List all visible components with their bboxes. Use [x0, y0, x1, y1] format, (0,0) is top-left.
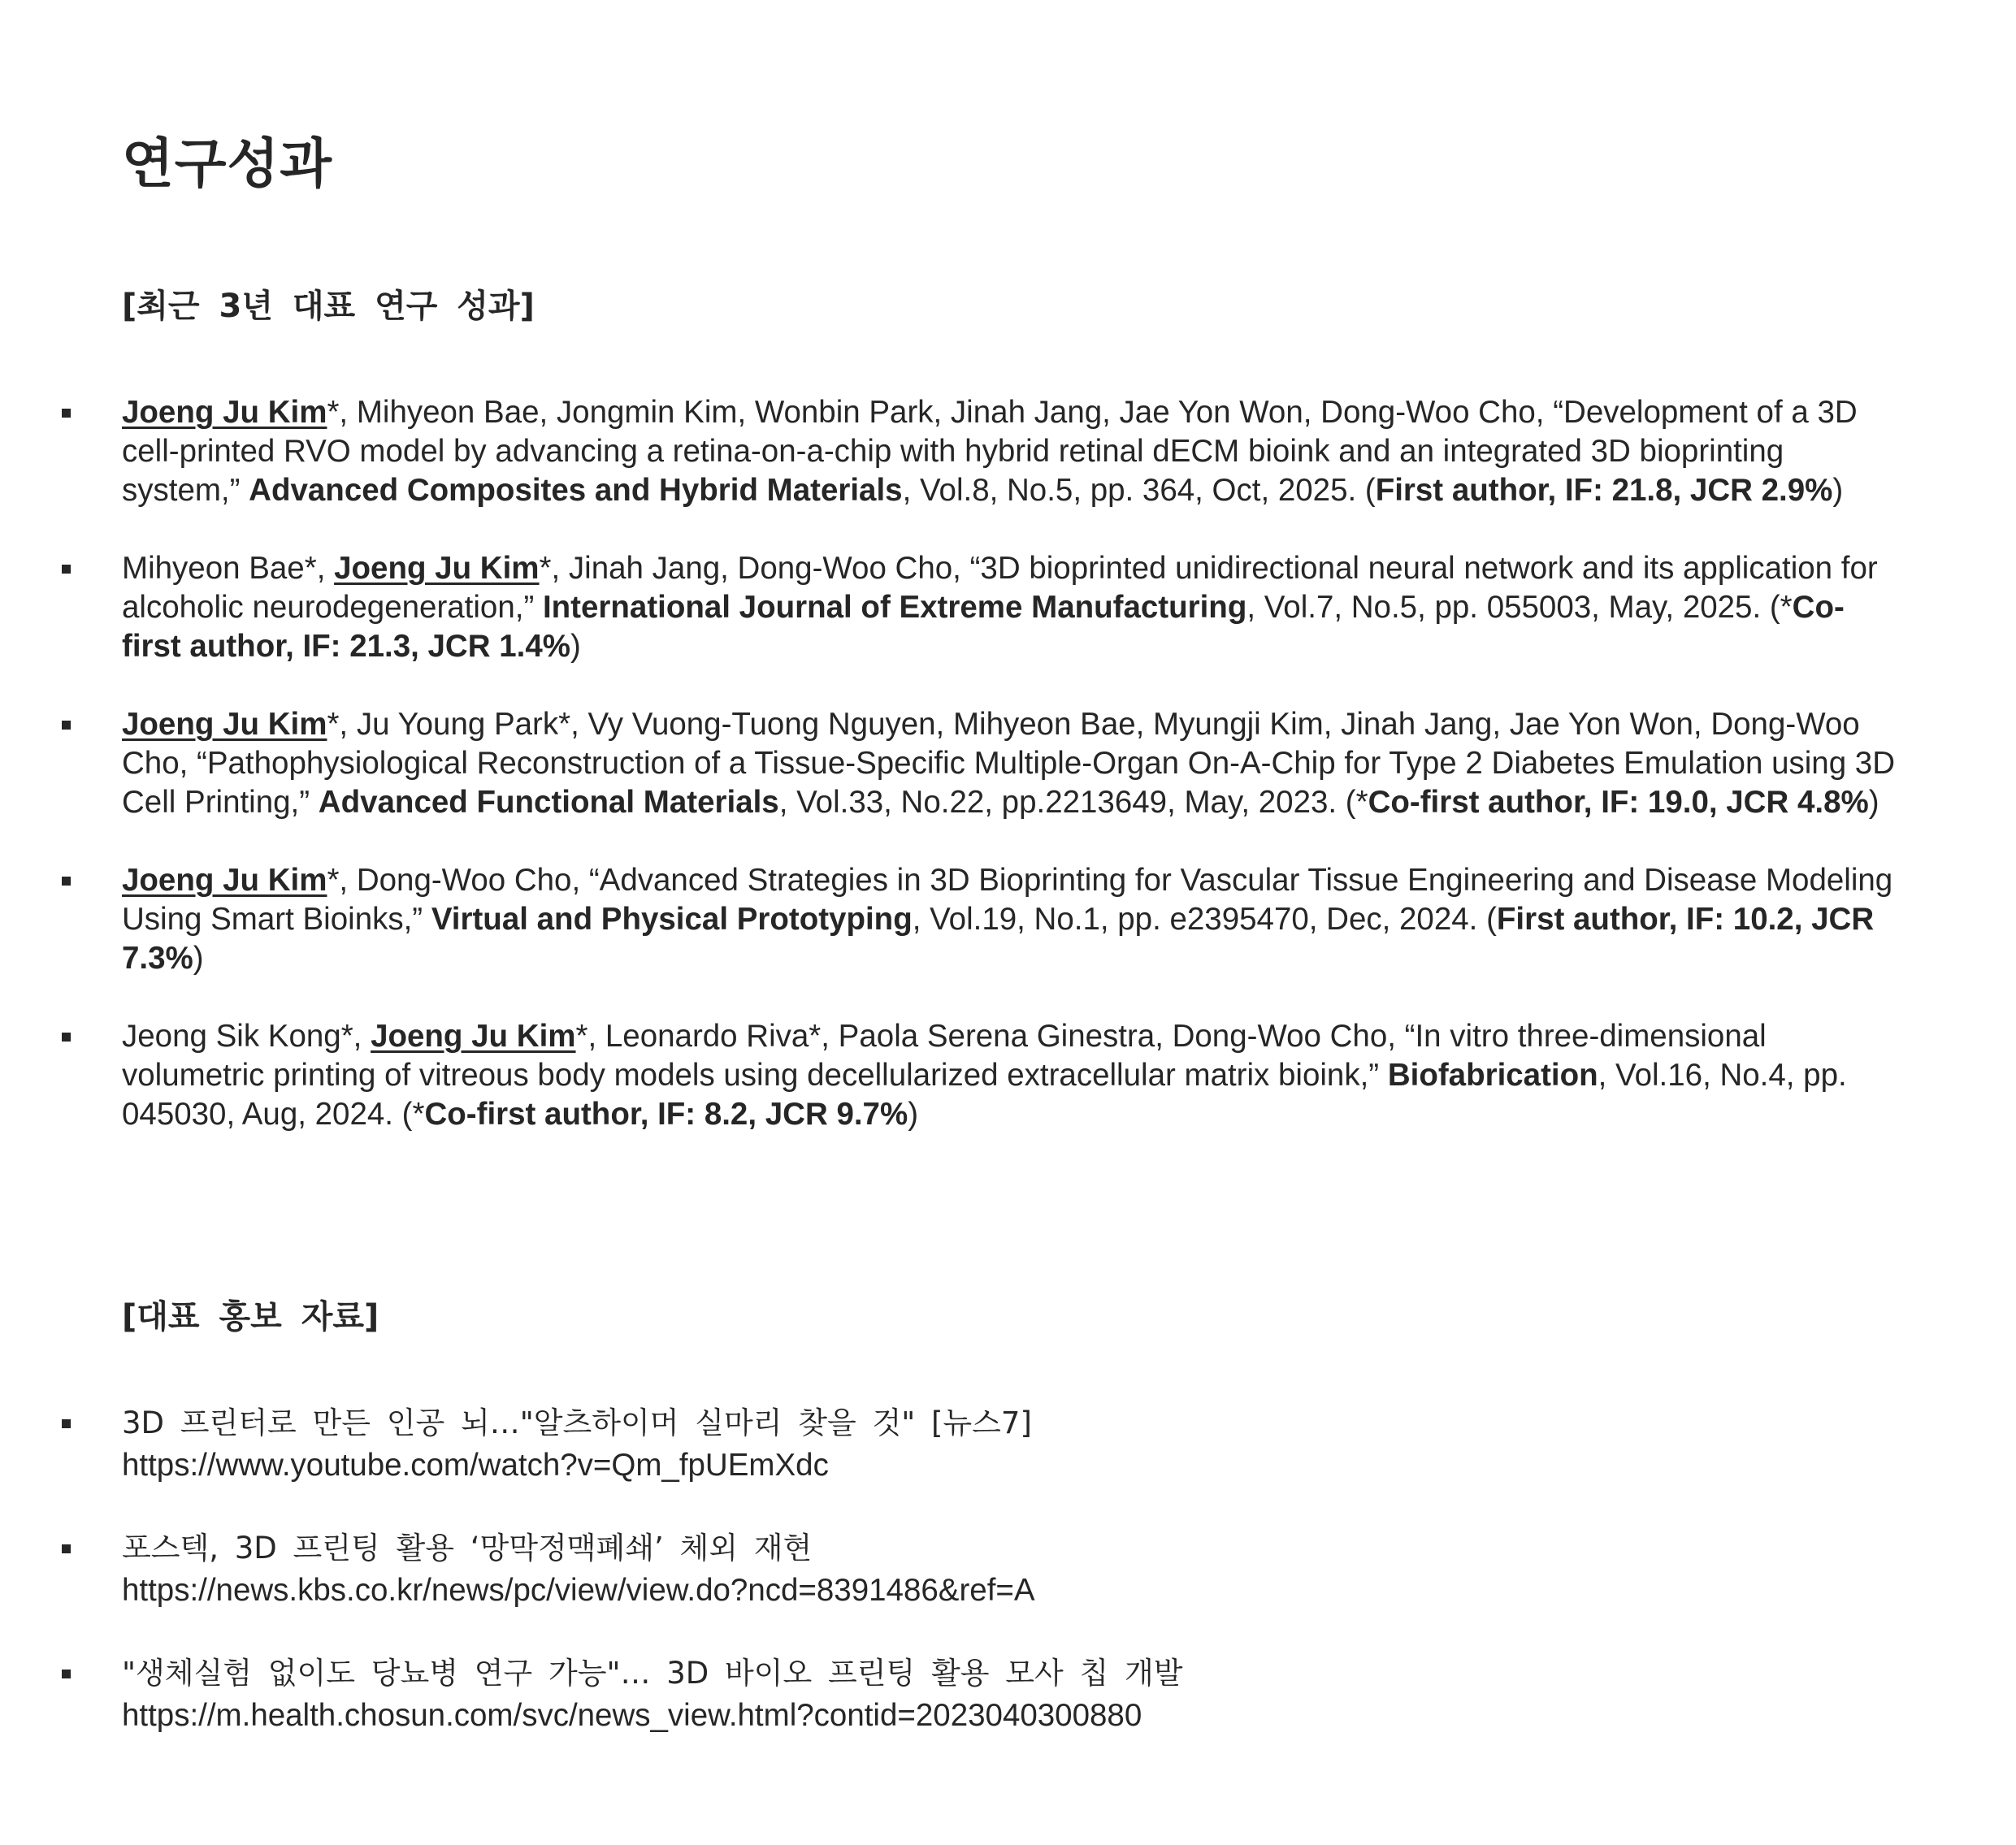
journal-name: Advanced Composites and Hybrid Materials [249, 473, 903, 508]
promo-link[interactable]: https://m.health.chosun.com/svc/news_view.html?contid=2023040300880 [122, 1698, 1142, 1733]
square-bullet-icon [62, 1033, 71, 1042]
publication-close: ) [1832, 473, 1844, 508]
publication-item [0, 861, 1901, 978]
author-role: Co-first author, IF: 8.2, JCR 9.7% [424, 1097, 908, 1132]
promo-item [0, 1527, 1901, 1612]
highlighted-author: Joeng Ju Kim [122, 395, 327, 430]
publication-body: *, Dong-Woo Cho, “Advanced Strategies in 3D Bioprinting for Vascular Tissue Engineering and Disease Modeling Using Smart Bioinks,” [122, 863, 1893, 937]
publications-heading: [최근 3년 대표 연구 성과] [122, 288, 535, 325]
publication-details: , Vol.8, No.5, pp. 364, Oct, 2025. ( [902, 473, 1376, 508]
publication-item [0, 393, 1901, 510]
page-title: 연구성과 [122, 132, 333, 195]
publication-close: ) [1868, 785, 1879, 820]
author-role: First author, IF: 10.2, JCR 7.3% [122, 902, 1875, 976]
highlighted-author: Joeng Ju Kim [371, 1019, 576, 1054]
author-role: First author, IF: 21.8, JCR 2.9% [1375, 473, 1833, 508]
highlighted-author: Joeng Ju Kim [122, 863, 327, 898]
promo-headline: "생체실험 없이도 당뇨병 연구 가능"… 3D 바이오 프린팅 활용 모사 칩 개발 [122, 1656, 1183, 1691]
journal-name: Biofabrication [1387, 1058, 1598, 1093]
publication-item [0, 549, 1901, 666]
journal-name: Advanced Functional Materials [318, 785, 779, 820]
square-bullet-icon [62, 1544, 71, 1553]
promo-link[interactable]: https://news.kbs.co.kr/news/pc/view/view.do?ncd=8391486&ref=A [122, 1573, 1035, 1608]
publication-pre-authors: Jeong Sik Kong*, [122, 1019, 371, 1054]
square-bullet-icon [62, 409, 71, 418]
publication-details: , Vol.33, No.22, pp.2213649, May, 2023. (* [778, 785, 1368, 820]
publication-item [0, 1017, 1901, 1134]
publication-list [0, 393, 2016, 1173]
square-bullet-icon [62, 565, 71, 574]
highlighted-author: Joeng Ju Kim [122, 707, 327, 742]
highlighted-author: Joeng Ju Kim [334, 551, 540, 586]
publication-details: , Vol.7, No.5, pp. 055003, May, 2025. (* [1246, 590, 1793, 625]
square-bullet-icon [62, 721, 71, 730]
publication-details: , Vol.19, No.1, pp. e2395470, Dec, 2024. ( [912, 902, 1497, 937]
publication-body: *, Leonardo Riva*, Paola Serena Ginestra, Dong-Woo Cho, “In vitro three-dimensional volumetric printing of vitreous body models using decellularized extracellular matrix bioink,” [122, 1019, 1767, 1093]
promo-list [0, 1402, 2016, 1778]
publication-close: ) [570, 629, 581, 664]
publication-close: ) [908, 1097, 919, 1132]
author-role: Co-first author, IF: 19.0, JCR 4.8% [1368, 785, 1869, 820]
journal-name: International Journal of Extreme Manufacturing [542, 590, 1247, 625]
square-bullet-icon [62, 877, 71, 886]
promo-headline: 포스텍, 3D 프린팅 활용 ‘망막정맥폐쇄’ 체외 재현 [122, 1531, 813, 1566]
publication-details: , Vol.16, No.4, pp. 045030, Aug, 2024. (* [122, 1058, 1847, 1132]
publication-body: *, Ju Young Park*, Vy Vuong-Tuong Nguyen, Mihyeon Bae, Myungji Kim, Jinah Jang, Jae Yon Won, Dong-Woo Cho, “Pathophysiological Reconstruction of a Tissue-Specific Multiple-Organ On-A-Chip for Type 2 Diabetes Emulation using 3D Cell Printing,” [122, 707, 1896, 820]
promo-link[interactable]: https://www.youtube.com/watch?v=Qm_fpUEmXdc [122, 1448, 829, 1483]
square-bullet-icon [62, 1670, 71, 1678]
promo-headline: 3D 프린터로 만든 인공 뇌…"알츠하이머 실마리 찾을 것" [뉴스7] [122, 1405, 1032, 1440]
publication-body: *, Mihyeon Bae, Jongmin Kim, Wonbin Park, Jinah Jang, Jae Yon Won, Dong-Woo Cho, “Development of a 3D cell-printed RVO model by advancing a retina-on-a-chip with hybrid retinal dECM bioink and an integrated 3D bioprinting system,” [122, 395, 1858, 508]
author-role: Co-first author, IF: 21.3, JCR 1.4% [122, 590, 1845, 664]
promo-heading: [대표 홍보 자료] [122, 1298, 379, 1336]
promo-item [0, 1652, 1901, 1737]
publication-item [0, 705, 1901, 822]
square-bullet-icon [62, 1419, 71, 1428]
publication-pre-authors: Mihyeon Bae*, [122, 551, 335, 586]
publication-close: ) [193, 941, 204, 976]
promo-item [0, 1402, 1901, 1487]
publication-body: *, Jinah Jang, Dong-Woo Cho, “3D bioprinted unidirectional neural network and its application for alcoholic neurodegeneration,” [122, 551, 1878, 625]
journal-name: Virtual and Physical Prototyping [431, 902, 913, 937]
